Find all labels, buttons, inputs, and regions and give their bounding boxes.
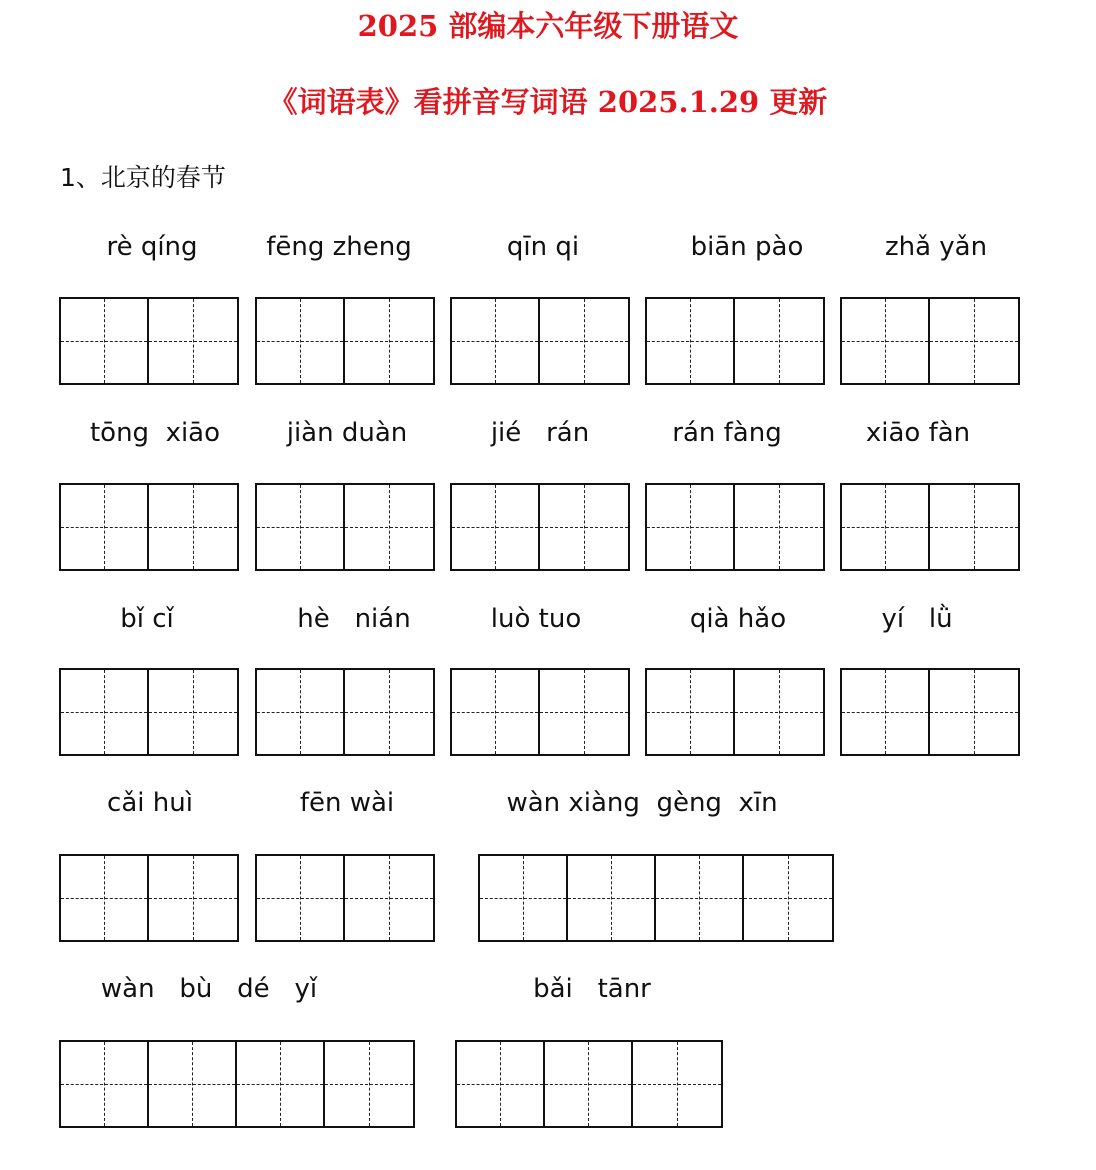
writing-grid[interactable] [59, 297, 239, 385]
pinyin-label: bǎi tānr [533, 974, 651, 1004]
writing-grid[interactable] [645, 668, 825, 756]
pinyin-label: xiāo fàn [865, 418, 971, 448]
writing-grid[interactable] [450, 483, 630, 571]
pinyin-label: tōng xiāo [89, 418, 221, 448]
pinyin-label: zhǎ yǎn [884, 232, 988, 262]
writing-grid[interactable] [59, 1040, 415, 1128]
writing-grid[interactable] [645, 483, 825, 571]
writing-grid[interactable] [455, 1040, 723, 1128]
writing-grid[interactable] [450, 668, 630, 756]
writing-grid[interactable] [59, 483, 239, 571]
pinyin-label: luò tuo [490, 604, 582, 634]
section-heading: 1、北京的春节 [60, 163, 226, 192]
page-subtitle: 《词语表》看拼音写词语 2025.1.29 更新 [268, 85, 828, 119]
pinyin-label: wàn xiàng gèng xīn [506, 788, 778, 818]
pinyin-label: jiàn duàn [286, 418, 408, 448]
page-title: 2025 部编本六年级下册语文 [357, 9, 739, 43]
pinyin-label: wàn bù dé yǐ [100, 974, 318, 1004]
writing-grid[interactable] [59, 668, 239, 756]
pinyin-label: rán fàng [672, 418, 782, 448]
pinyin-label: biān pào [690, 232, 804, 262]
pinyin-label: hè nián [297, 604, 411, 634]
pinyin-label: qià hǎo [689, 604, 787, 634]
writing-grid[interactable] [450, 297, 630, 385]
pinyin-label: jié rán [490, 418, 590, 448]
writing-grid[interactable] [255, 297, 435, 385]
pinyin-label: cǎi huì [107, 788, 193, 818]
pinyin-label: rè qíng [106, 232, 198, 262]
writing-grid[interactable] [840, 483, 1020, 571]
writing-grid[interactable] [478, 854, 834, 942]
writing-grid[interactable] [255, 854, 435, 942]
pinyin-label: qīn qi [506, 232, 580, 262]
writing-grid[interactable] [840, 668, 1020, 756]
pinyin-label: fēn wài [299, 788, 395, 818]
writing-grid[interactable] [840, 297, 1020, 385]
writing-grid[interactable] [255, 668, 435, 756]
pinyin-label: bǐ cǐ [120, 604, 174, 634]
writing-grid[interactable] [255, 483, 435, 571]
pinyin-label: fēng zheng [266, 232, 412, 262]
writing-grid[interactable] [59, 854, 239, 942]
writing-grid[interactable] [645, 297, 825, 385]
pinyin-label: yí lǜ [881, 604, 953, 634]
